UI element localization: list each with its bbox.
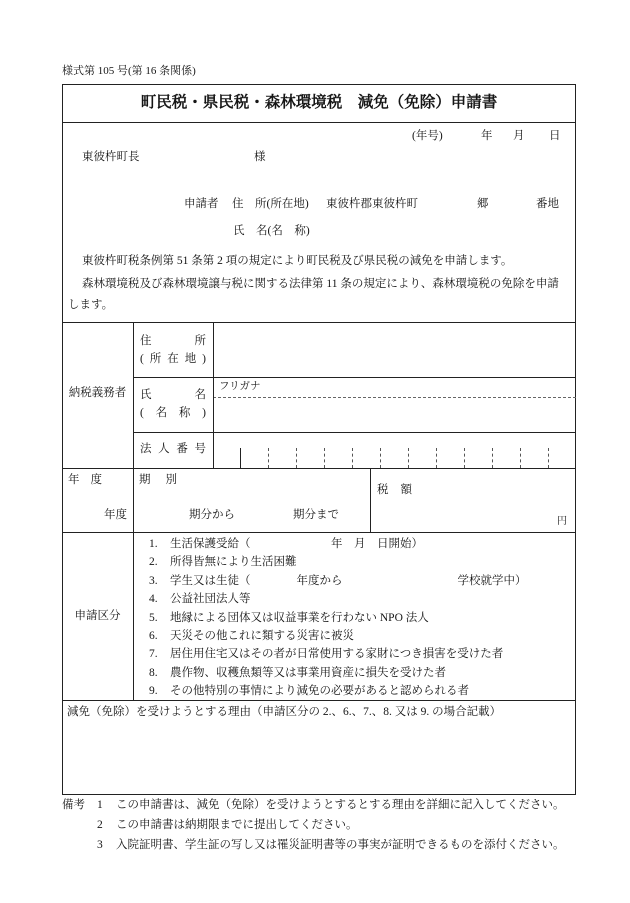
- applicant-name-field[interactable]: [326, 222, 571, 240]
- corp-number-digit-2[interactable]: [240, 448, 268, 468]
- note-text: この申請書は、減免（免除）を受けようとするとする理由を詳細に記入してください。: [116, 799, 565, 811]
- date-month-label: 月: [513, 130, 525, 142]
- term-label: 期別: [139, 474, 177, 486]
- category-item-7[interactable]: [149, 645, 527, 663]
- category-item-2[interactable]: [149, 553, 527, 571]
- category-number: 5.: [149, 611, 158, 624]
- date-year-label: 年: [481, 130, 493, 142]
- applicant-address-prefix: 東彼杵郡東彼杵町: [326, 198, 418, 210]
- corp-number-digit-11[interactable]: [492, 448, 520, 468]
- residence-tax-statement: 東彼杵町税条例第 51 条第 2 項の規定により町民税及び県民税の減免を申請します。: [82, 255, 513, 267]
- corp-number-digit-13[interactable]: [548, 448, 576, 468]
- date-month-field[interactable]: [494, 127, 511, 145]
- note-number: 3: [97, 839, 103, 851]
- notes-label: 備考: [62, 799, 85, 811]
- corp-number-boxes: [213, 448, 576, 468]
- form-number: 様式第 105 号(第 16 条関係): [62, 65, 196, 77]
- corp-number-digit-12[interactable]: [520, 448, 548, 468]
- forest-tax-statement-line1: 森林環境税及び森林環境譲与税に関する法律第 11 条の規定により、森林環境税の免除を申請: [82, 278, 559, 290]
- category-number: 9.: [149, 685, 158, 697]
- category-text: 公益社団法人等: [170, 593, 251, 606]
- note-number: 2: [97, 819, 103, 831]
- taxpayer-address-sublabel: (所在地): [140, 353, 206, 365]
- category-item-5[interactable]: [149, 609, 527, 627]
- tax-amount-label: 税額: [377, 484, 412, 496]
- category-text: 所得皆無により生活困難: [170, 556, 297, 569]
- category-item-1[interactable]: [149, 535, 527, 553]
- taxpayer-divider: [62, 468, 576, 469]
- term-to-suffix: 期分まで: [293, 509, 339, 521]
- note-text: この申請書は納期限までに提出してください。: [116, 819, 358, 831]
- corp-number-digit-6[interactable]: [352, 448, 380, 468]
- category-number: 7.: [149, 648, 158, 661]
- reason-label: 減免（免除）を受けようとする理由（申請区分の 2.、6.、7.、8. 又は 9. の場合記載）: [67, 706, 502, 718]
- date-era: (年号): [412, 130, 443, 142]
- applicant-gou-field[interactable]: [420, 195, 475, 213]
- applicant-banchi-field[interactable]: [491, 195, 534, 213]
- furigana-divider: [213, 397, 576, 398]
- category-item-6[interactable]: [149, 627, 527, 645]
- corp-number-digit-7[interactable]: [380, 448, 408, 468]
- fiscal-year-suffix: 年度: [104, 509, 127, 521]
- category-number: 4.: [149, 593, 158, 606]
- term-to-field[interactable]: [240, 505, 291, 527]
- category-text: 学生又は生徒（ 年度から 学校就学中）: [170, 574, 527, 587]
- category-number: 3.: [149, 574, 158, 587]
- date-year-field[interactable]: [448, 127, 478, 145]
- category-number: 6.: [149, 629, 158, 642]
- corp-number-label: 法人番号: [140, 443, 206, 455]
- addressee-name: 東彼杵町長: [82, 151, 140, 163]
- applicant-banchi-label: 番地: [536, 198, 559, 210]
- category-list: [149, 535, 527, 700]
- category-text: 天災その他これに類する災害に被災: [170, 629, 354, 642]
- title-divider: [62, 122, 576, 123]
- applicant-name-label: 氏 名(名 称): [233, 225, 310, 237]
- name-row-divider: [133, 432, 576, 433]
- corp-number-digit-1[interactable]: [213, 448, 240, 468]
- corp-number-digit-4[interactable]: [296, 448, 324, 468]
- label-column-rule: [133, 322, 134, 700]
- category-label: 申請区分: [74, 610, 121, 622]
- tax-column-rule: [370, 468, 371, 532]
- category-item-4[interactable]: [149, 590, 527, 608]
- category-text: その他特別の事情により減免の必要があると認められる者: [170, 685, 469, 697]
- corp-number-digit-5[interactable]: [324, 448, 352, 468]
- category-text: 地縁による団体又は収益事業を行わない NPO 法人: [170, 611, 429, 624]
- applicant-gou-label: 郷: [477, 198, 489, 210]
- corp-number-digit-3[interactable]: [268, 448, 296, 468]
- applicant-label: 申請者: [184, 198, 219, 210]
- category-item-9[interactable]: [149, 682, 527, 700]
- taxpayer-name-field[interactable]: [214, 399, 575, 431]
- category-number: 1.: [149, 538, 158, 550]
- note-number: 1: [97, 799, 103, 811]
- addressee-honorific: 様: [254, 151, 266, 163]
- form-title: 町民税・県民税・森林環境税 減免（免除）申請書: [140, 94, 498, 111]
- category-number: 8.: [149, 666, 158, 679]
- term-from-suffix: 期分から: [189, 509, 235, 521]
- category-text: 生活保護受給（ 年 月 日開始）: [170, 538, 423, 550]
- forest-tax-statement-line2: します。: [68, 299, 114, 311]
- applicant-address-label: 住 所(所在地): [232, 198, 309, 210]
- yen-unit: 円: [557, 516, 567, 527]
- fiscal-year-label: 年度: [68, 474, 102, 486]
- category-text: 居住用住宅又はその者が日常使用する家財につき損害を受けた者: [170, 648, 504, 661]
- category-text: 農作物、収穫魚類等又は事業用資産に損失を受けた者: [170, 666, 446, 679]
- date-day-label: 日: [549, 130, 561, 142]
- period-divider: [62, 532, 576, 533]
- taxpayer-section-label: 納税義務者: [68, 387, 127, 399]
- category-item-3[interactable]: [149, 572, 527, 590]
- corp-number-digit-9[interactable]: [436, 448, 464, 468]
- category-number: 2.: [149, 556, 158, 569]
- tax-amount-field[interactable]: [420, 500, 555, 528]
- corp-number-digit-8[interactable]: [408, 448, 436, 468]
- fiscal-year-field[interactable]: [66, 505, 102, 527]
- taxpayer-address-field[interactable]: [214, 323, 575, 376]
- furigana-label: フリガナ: [219, 381, 261, 392]
- reason-field[interactable]: [64, 724, 574, 793]
- taxpayer-name-label: 氏名: [140, 389, 206, 401]
- date-day-field[interactable]: [526, 127, 547, 145]
- taxpayer-furigana-field[interactable]: [270, 378, 575, 396]
- note-text: 入院証明書、学生証の写し又は罹災証明書等の事実が証明できるものを添付ください。: [116, 839, 565, 851]
- term-from-field[interactable]: [140, 505, 187, 527]
- category-item-8[interactable]: [149, 664, 527, 682]
- taxpayer-name-sublabel: (名称): [140, 407, 206, 419]
- corp-number-digit-10[interactable]: [464, 448, 492, 468]
- taxpayer-address-label: 住所: [140, 335, 206, 347]
